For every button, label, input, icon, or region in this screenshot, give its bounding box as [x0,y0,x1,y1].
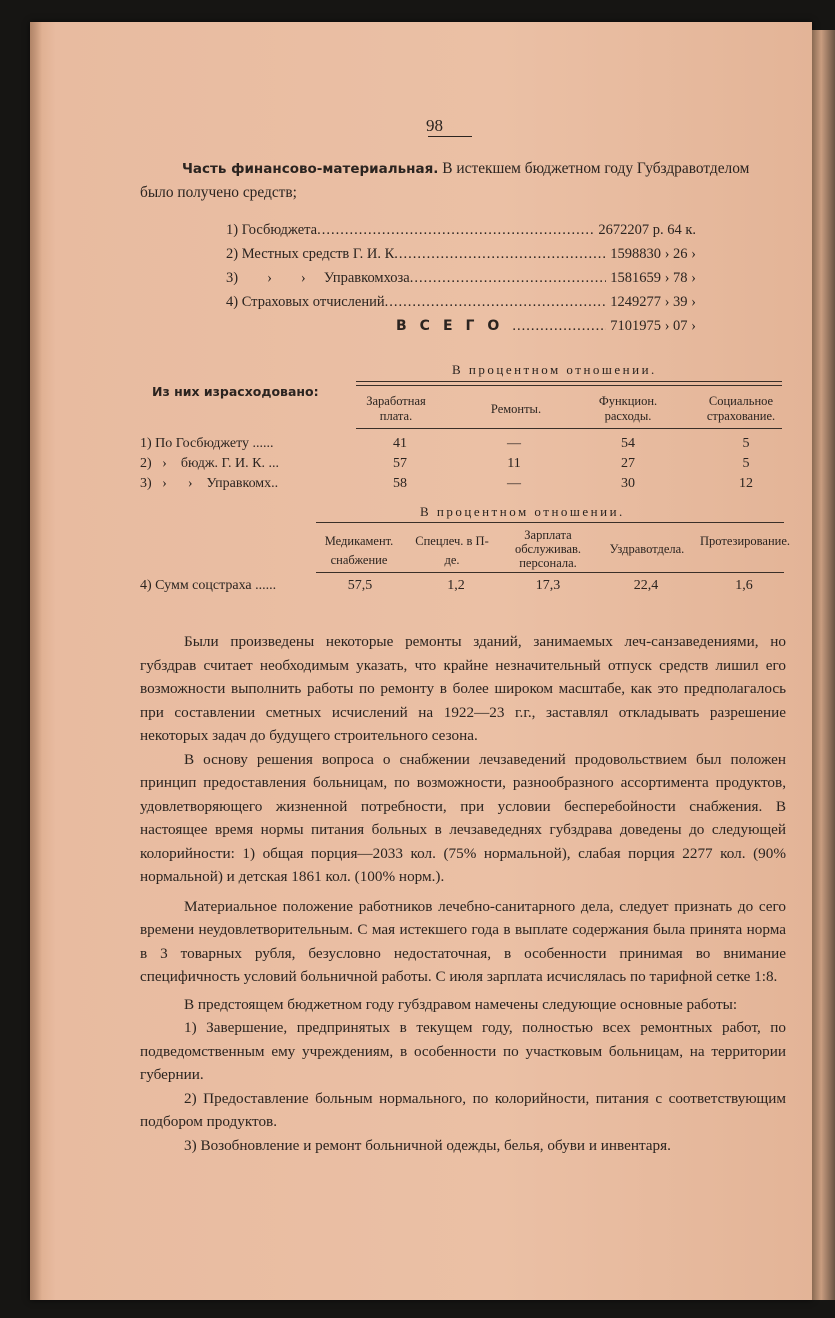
table1-top-rule-2 [356,385,782,386]
table1-header: Ремонты. [490,402,542,416]
table1-cell: 5 [742,436,750,451]
table1-cell: 41 [393,436,407,451]
table2-header: Уздравотдела. [609,542,685,556]
source-amount: 1249277 › 39 › [610,294,696,310]
table1-row-label: 3) › › Управкомх.. [140,476,279,491]
table2-cell: 17,3 [535,578,561,593]
table2-cell: 1,2 [447,578,465,593]
paragraph: Были произведены некоторые ремонты зданий, занимаемых леч-санзаведениями, но губздрав считает необходимым указать, что крайне незначительный отпуск средств лишил его возможности выполнить работы по ремонту в более широком масштабе, как это предполагалось при составлении сметных исчислений на 1922—23 г.г., заставлял откладывать разрешение некоторых задач до будущего строительного сезона. [140,633,786,744]
total-row [396,318,696,335]
paragraph: 3) Возобновление и ремонт больничной одежды, белья, обуви и инвентаря. [184,1136,671,1154]
table1-cell: 58 [393,476,407,491]
table1-header: Функцион. расходы. [598,394,658,423]
table1-cell: 27 [621,456,635,471]
table2-header: Зарплата обслуживав. персонала. [514,528,582,570]
table1-top-rule [356,381,782,382]
body-text [140,630,786,1157]
table1-cell: 30 [621,476,635,491]
source-amount: 1598830 › 26 › [610,246,696,262]
table1-cell: 12 [739,476,753,491]
source-row [226,246,696,263]
table2-row-label: 4) Сумм соцстраха ...... [140,578,277,593]
table1-cell: — [507,436,521,451]
source-label: 2) Местных средств Г. И. К [226,246,395,262]
source-label: 4) Страховых отчислений [226,294,385,310]
paragraph: В основу решения вопроса о снабжении лечзаведений продовольствием был положен принцип предоставления больницам, по возможности, разнообразного ассортимента продуктов, удовлетворяющего жизненной потребности, при условии бесперебойности снабжения. В настоящее время нормы питания больных в лечзаведеднях губздрава доведены до следующей колорийности: 1) общая порция—2033 кол. (75% нормальной), слабая порция 2277 кол. (90% нормальной) и детская 1861 кол. (100% норм.). [140,750,786,885]
paragraph: 2) Предоставление больным нормального, по колорийности, питания с соответствующим подбором продуктов. [140,1089,786,1130]
table1-cell: 54 [621,436,635,451]
table2-cell: 1,6 [735,578,753,593]
total-label: ВСЕГО [396,318,513,334]
total-amount: 7101975 › 07 › [610,318,696,334]
next-page-edge [812,30,835,1300]
table2-header: Спецлеч. в П-де. [415,534,489,567]
table2-header: Протезирование. [700,534,790,548]
table1-header: Заработная плата. [366,394,426,423]
table2-caption: В процентном отношении. [420,504,625,519]
intro-bold-lead: Часть финансово-материальная. [182,161,439,177]
table1-row-label: 1) По Госбюджету ...... [140,436,274,451]
source-row [226,222,696,239]
source-row [226,270,696,287]
paragraph: В предстоящем бюджетном году губздравом намечены следующие основные работы: [184,995,738,1013]
table2-header-rule [316,572,784,573]
table1-row-label: 2) › бюдж. Г. И. К. ... [140,456,279,471]
table1-cell: 57 [393,456,407,471]
table1-header-rule [356,428,782,429]
table1-cell: 11 [507,456,521,471]
table2-header: Медикамент. снабжение [324,534,394,567]
source-label: 3) › › Управкомхоза [226,270,410,286]
intro-text-1: В истекшем бюджетном году Губздравотделом [442,160,750,177]
table1-cell: — [507,476,521,491]
table1-caption: В процентном отношении. [452,362,657,377]
source-amount: 1581659 › 78 › [610,270,696,286]
table2-cell: 22,4 [633,578,659,593]
page-number: 98 [426,116,443,135]
table1-cell: 5 [742,456,750,471]
source-label: 1) Госбюджета [226,222,318,238]
source-amount: 2672207 р. 64 к. [598,222,696,238]
page-spine-shadow [30,22,42,1300]
source-row [226,294,696,311]
intro-line-2: было получено средств; [140,184,297,201]
page-number-underline [428,136,472,137]
paragraph: 1) Завершение, предпринятых в текущем году, полностью всех ремонтных работ, по подведомственным ему учреждениям, в особенности по участковым больницам, на территории губернии. [140,1019,786,1083]
intro-line-1 [182,160,749,178]
table1-header: Социальное страхование. [706,394,776,423]
table2-cell: 57,5 [347,578,373,593]
paragraph: Материальное положение работников лечебно-санитарного дела, следует признать до сего времени неудовлетворительным. С мая истекшего года в выплате содержания была принята норма в 3 товарных рубля, безусловно недостаточная, в особенности принимая во внимание специфичность условий больничной работы. С июля зарплата исчислялась по тарифной сетке 1:8. [140,897,786,985]
table2-top-rule [316,522,784,523]
table1-left-title: Из них израсходовано: [152,384,319,399]
